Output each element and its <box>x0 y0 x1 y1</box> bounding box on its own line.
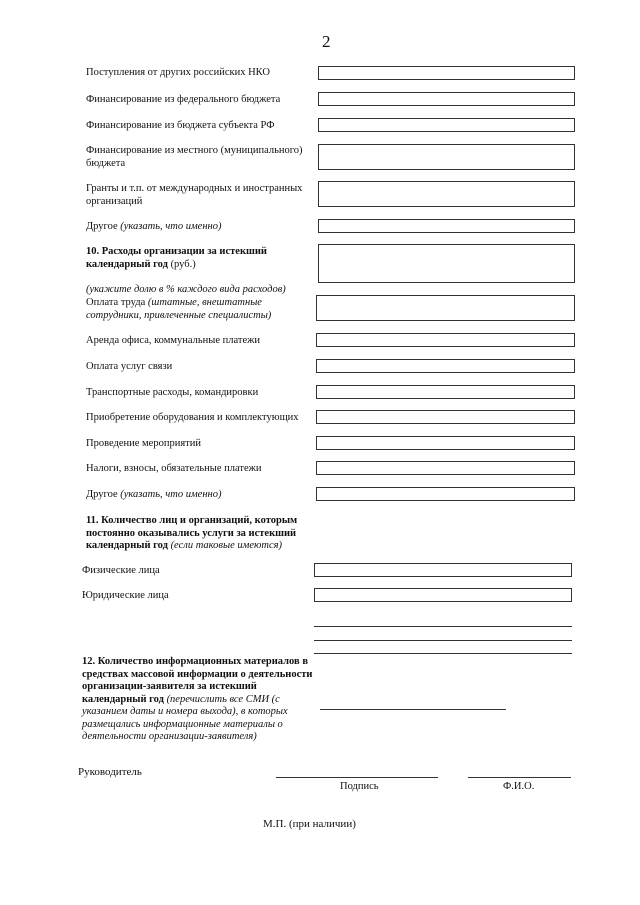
section-12-title-text: 12. Количество информационных материалов в средствах массовой информации о деятельности организации-заявителя за истекший календарный год <box>82 656 313 705</box>
income-input-local[interactable] <box>318 144 575 170</box>
section-12-note: (перечислить все СМИ (с указанием даты и номера выхода), в которых размещались информационные материалы о деятельности организации-заявителя) <box>82 693 288 742</box>
income-input-other[interactable] <box>318 219 575 233</box>
blank-line[interactable] <box>314 626 572 627</box>
section-11-title-text: 11. Количество лиц и организаций, которым постоянно оказывались услуги за истекший календарный год <box>86 515 298 551</box>
income-input-federal[interactable] <box>318 92 575 106</box>
income-label-grants: Гранты и т.п. от международных и иностранных организаций <box>86 183 303 207</box>
media-input-line[interactable] <box>320 709 506 710</box>
expense-input-taxes[interactable] <box>316 461 575 475</box>
expense-input-events[interactable] <box>316 436 575 450</box>
income-other-text: Другое <box>86 221 121 232</box>
section-10-title <box>86 246 311 271</box>
name-line[interactable] <box>468 777 571 778</box>
clients-input-legal[interactable] <box>314 588 572 602</box>
expense-label-transport: Транспортные расходы, командировки <box>86 387 259 398</box>
blank-line[interactable] <box>314 653 572 654</box>
expense-label-rent: Аренда офиса, коммунальные платежи <box>86 335 260 346</box>
signature-caption: Подпись <box>340 781 379 792</box>
expense-label-events: Проведение мероприятий <box>86 438 201 449</box>
income-label-other-nko: Поступления от других российских НКО <box>86 67 270 78</box>
expense-input-rent[interactable] <box>316 333 575 347</box>
section-12-title <box>82 656 314 744</box>
section-10-unit: (руб.) <box>167 258 196 270</box>
income-input-grants[interactable] <box>318 181 575 207</box>
income-input-other-nko[interactable] <box>318 66 575 80</box>
expense-label-other <box>86 489 311 502</box>
income-label-federal: Финансирование из федерального бюджета <box>86 94 281 105</box>
income-label-other <box>86 221 311 234</box>
clients-label-legal: Юридические лица <box>82 590 169 601</box>
section-11-note: (если таковые имеются) <box>167 540 283 551</box>
signature-line[interactable] <box>276 777 438 778</box>
expense-input-equipment[interactable] <box>316 410 575 424</box>
expense-input-communication[interactable] <box>316 359 575 373</box>
expense-salary-text: Оплата труда <box>86 297 148 308</box>
income-other-note: (указать, что именно) <box>120 221 222 232</box>
expense-input-transport[interactable] <box>316 385 575 399</box>
income-input-regional[interactable] <box>318 118 575 132</box>
income-label-local: Финансирование из местного (муниципального) бюджета <box>86 145 303 169</box>
section-10-note: (укажите долю в % каждого вида расходов) <box>86 284 286 295</box>
section-10-total-input[interactable] <box>318 244 575 283</box>
name-caption: Ф.И.О. <box>503 781 535 792</box>
expense-input-salary[interactable] <box>316 295 575 321</box>
income-label-regional: Финансирование из бюджета субъекта РФ <box>86 120 275 131</box>
section-10-title-text: 10. Расходы организации за истекший календарный год <box>86 246 267 270</box>
blank-line[interactable] <box>314 640 572 641</box>
expense-label-taxes: Налоги, взносы, обязательные платежи <box>86 463 262 474</box>
expense-input-other[interactable] <box>316 487 575 501</box>
signatory-role: Руководитель <box>78 766 142 778</box>
expense-salary-note: (штатные, внештатные сотрудники, привлеченные специалисты) <box>86 297 272 321</box>
expense-other-note: (указать, что именно) <box>120 489 222 500</box>
expense-label-equipment: Приобретение оборудования и комплектующих <box>86 412 299 423</box>
clients-input-individuals[interactable] <box>314 563 572 577</box>
expense-label-communication: Оплата услуг связи <box>86 361 173 372</box>
clients-label-individuals: Физические лица <box>82 565 160 576</box>
expense-label-salary <box>86 297 311 322</box>
expense-other-text: Другое <box>86 489 121 500</box>
section-11-title <box>86 515 326 553</box>
seal-note: М.П. (при наличии) <box>263 818 356 830</box>
page-number: 2 <box>322 32 331 51</box>
